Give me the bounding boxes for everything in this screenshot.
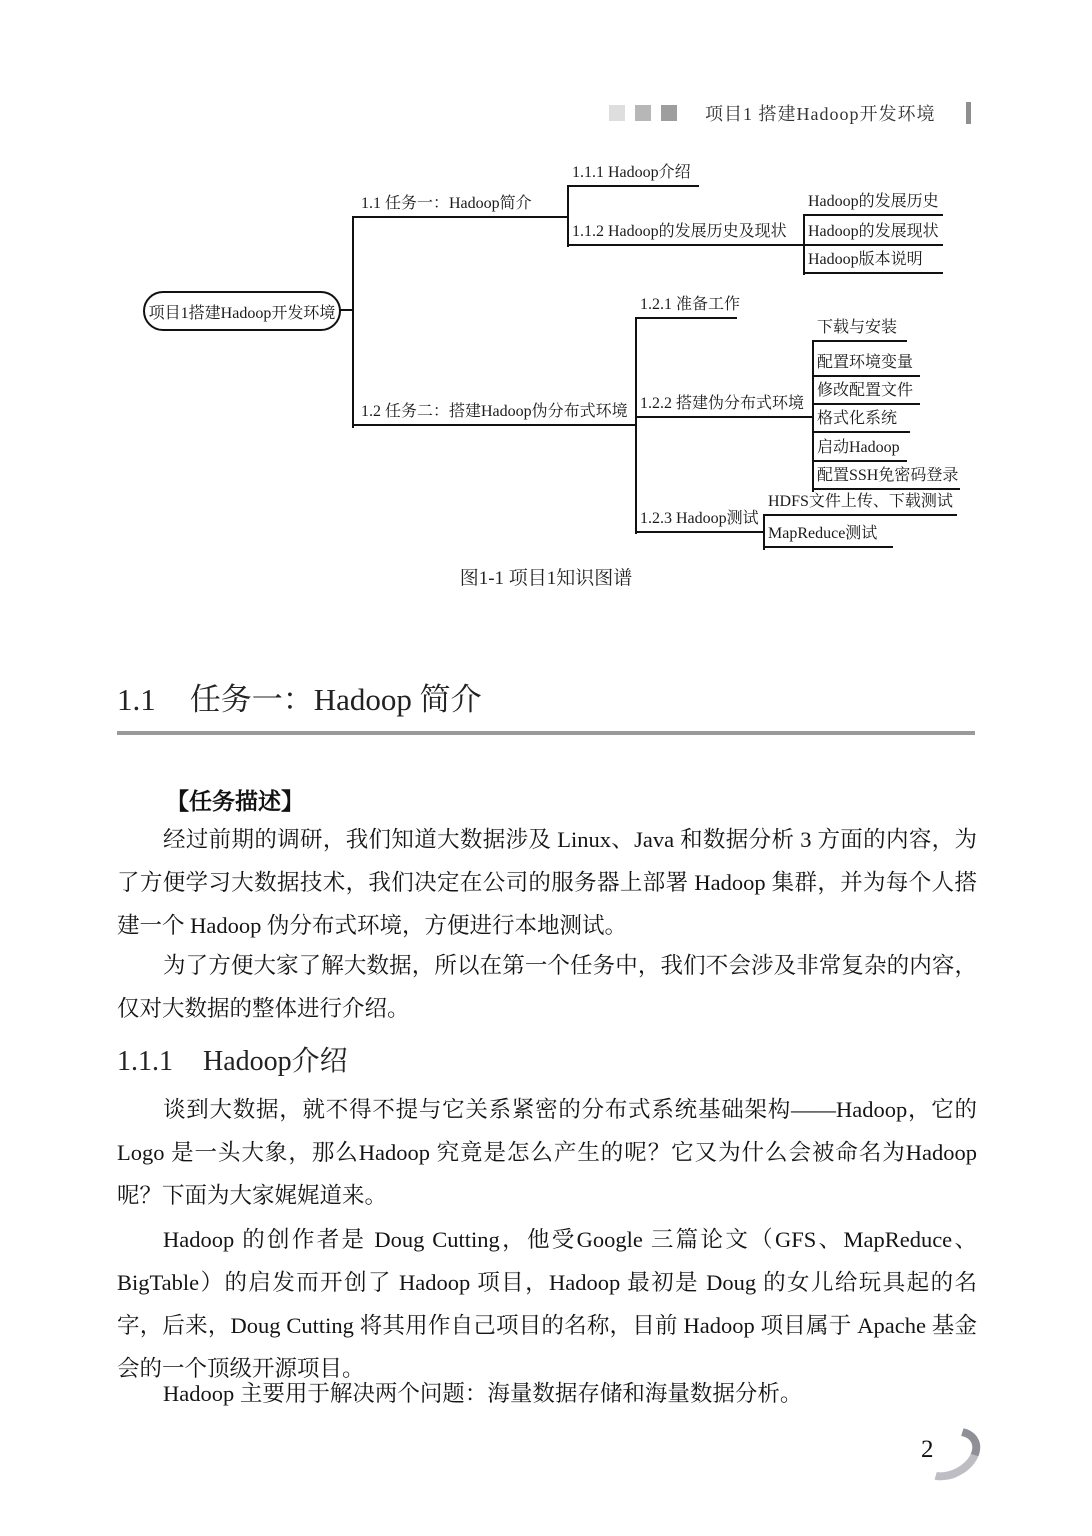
- running-head-title: 项目1 搭建Hadoop开发环境: [705, 104, 936, 124]
- section-heading-1-1: [117, 674, 975, 735]
- body-paragraph: 为了方便大家了解大数据，所以在第一个任务中，我们不会涉及非常复杂的内容， 仅对大数据的整体进行介绍。: [117, 953, 977, 1021]
- diagram-leaf-version: Hadoop版本说明: [803, 248, 943, 274]
- diagram-node-1-2: 1.2 任务二：搭建Hadoop伪分布式环境: [352, 400, 637, 426]
- diagram-leaf-mapreduce-test: MapReduce测试: [763, 522, 893, 548]
- section-number: 1.1: [117, 682, 156, 717]
- diagram-leaf-download: 下载与安装: [812, 316, 907, 342]
- diagram-leaf-modify: 修改配置文件: [812, 379, 920, 405]
- knowledge-map-figure: [0, 0, 1092, 620]
- connector-line: [339, 309, 353, 311]
- section-heading-1-1-1: [117, 1039, 348, 1079]
- diagram-node-1-1-2: 1.1.2 Hadoop的发展历史及现状: [567, 220, 805, 246]
- diagram-leaf-format: 格式化系统: [812, 407, 910, 433]
- connector-line: [635, 318, 637, 534]
- diagram-node-1-2-3: 1.2.3 Hadoop测试: [635, 507, 765, 533]
- diagram-leaf-envvar: 配置环境变量: [812, 351, 920, 377]
- diagram-node-1-2-2: 1.2.2 搭建伪分布式环境: [635, 392, 814, 418]
- diagram-node-1-1-1: 1.1.1 Hadoop介绍: [567, 161, 699, 187]
- task-description-label: 【任务描述】: [166, 788, 304, 814]
- diagram-leaf-hdfs-test: HDFS文件上传、下载测试: [763, 490, 957, 516]
- section-title: 任务一：Hadoop 简介: [189, 682, 482, 717]
- diagram-leaf-status: Hadoop的发展现状: [803, 220, 943, 246]
- body-paragraph: Hadoop 的创作者是 Doug Cutting，他受Google 三篇论文（GFS、MapReduce、BigTable）的启发而开创了 Hadoop 项目，Hadoop 最初是 Doug 的女儿给玩具起的名字，后来，Doug Cutting 将其用作自己项目的名称，目前 Hadoop 项目属于 Apache 基金会的一个顶级开源项目。: [117, 1227, 977, 1381]
- diagram-node-1-1: 1.1 任务一：Hadoop简介: [352, 192, 569, 218]
- diagram-leaf-start: 启动Hadoop: [812, 436, 907, 462]
- section-title: Hadoop介绍: [203, 1046, 348, 1077]
- diagram-leaf-history: Hadoop的发展历史: [803, 190, 943, 216]
- body-paragraph: Hadoop 主要用于解决两个问题：海量数据存储和海量数据分析。: [163, 1381, 803, 1406]
- body-paragraph: 谈到大数据，就不得不提与它关系紧密的分布式系统基础架构——Hadoop，它的 Logo 是一头大象，那么Hadoop 究竟是怎么产生的呢？它又为什么会被命名为Hadoop 呢？下面为大家娓娓道来。: [117, 1097, 977, 1208]
- body-paragraph: 经过前期的调研，我们知道大数据涉及 Linux、Java 和数据分析 3 方面的内容，为了方便学习大数据技术，我们决定在公司的服务器上部署 Hadoop 集群，并为每个人搭建一个 Hadoop 伪分布式环境，方便进行本地测试。: [117, 827, 977, 938]
- connector-line: [352, 217, 354, 428]
- page-number: 2: [921, 1436, 934, 1463]
- diagram-root-node: 项目1搭建Hadoop开发环境: [143, 291, 341, 331]
- figure-caption: 图1-1 项目1知识图谱: [459, 568, 633, 589]
- diagram-node-1-2-1: 1.2.1 准备工作: [635, 293, 737, 319]
- diagram-leaf-ssh: 配置SSH免密码登录: [812, 464, 960, 490]
- section-number: 1.1.1: [117, 1046, 173, 1077]
